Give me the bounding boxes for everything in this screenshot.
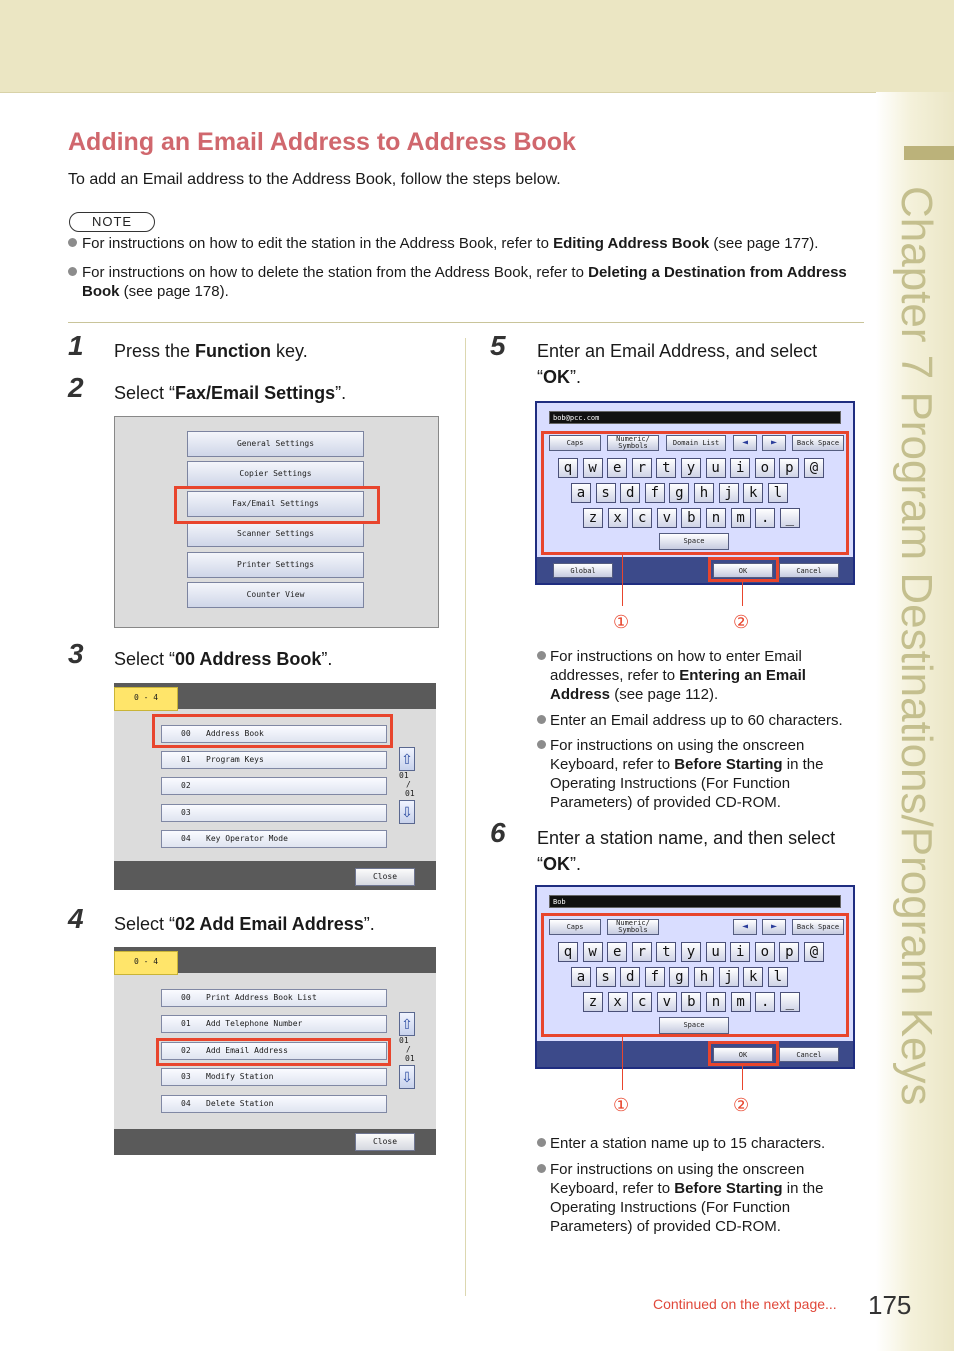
space-key[interactable]: Space xyxy=(659,1017,729,1034)
key-z[interactable]: z xyxy=(583,508,603,528)
email-keyboard-screen xyxy=(535,401,855,585)
menu-button-counter-view[interactable]: Counter View xyxy=(187,582,364,608)
key-s[interactable]: s xyxy=(596,483,616,503)
key-x[interactable]: x xyxy=(608,992,628,1012)
list-item-print-address-book-list[interactable] xyxy=(161,989,387,1007)
key-g[interactable]: g xyxy=(669,967,689,987)
key-b[interactable]: b xyxy=(681,508,701,528)
close-button[interactable]: Close xyxy=(355,1133,415,1151)
space-key[interactable]: Space xyxy=(659,533,729,550)
step-text xyxy=(114,380,346,406)
key-underscore[interactable]: _ xyxy=(780,508,800,528)
page-total: 01 xyxy=(405,1054,415,1063)
step-text-part: key. xyxy=(271,341,308,361)
top-band xyxy=(0,0,954,93)
key-f[interactable]: f xyxy=(645,483,665,503)
key-y[interactable]: y xyxy=(681,458,701,478)
highlight-box xyxy=(541,431,849,555)
page-separator: / xyxy=(406,780,411,789)
bullet-icon xyxy=(537,1138,546,1147)
callout-line xyxy=(742,1064,743,1090)
key-n[interactable]: n xyxy=(706,992,726,1012)
scroll-down-button[interactable] xyxy=(399,800,415,824)
note-ref: Deleting a Destination from Address Book xyxy=(82,264,847,300)
note-text: (see page 178). xyxy=(119,283,229,300)
arrow-down-icon: ⇩ xyxy=(401,1069,413,1085)
cancel-button[interactable]: Cancel xyxy=(779,563,839,578)
key-k[interactable]: k xyxy=(743,483,763,503)
key-c[interactable]: c xyxy=(632,992,652,1012)
list-item-key-operator-mode[interactable] xyxy=(161,830,387,848)
domain-list-key[interactable]: Domain List xyxy=(666,435,726,451)
continued-note: Continued on the next page... xyxy=(653,1296,837,1312)
key-r[interactable]: r xyxy=(632,458,652,478)
bullet-text: Enter an Email address up to 60 characters. xyxy=(550,712,843,729)
step-text-part: Select “ xyxy=(114,914,176,934)
key-period[interactable]: . xyxy=(755,508,775,528)
address-book-screen xyxy=(114,947,436,1155)
highlight-box xyxy=(708,557,779,582)
key-j[interactable]: j xyxy=(719,967,739,987)
arrow-down-icon: ⇩ xyxy=(401,804,413,820)
bullet-text: in the Operating Instructions (For Function Parameters) of provided CD-ROM. xyxy=(550,1180,824,1235)
step-number: 1 xyxy=(68,330,84,361)
fax-email-settings-screen xyxy=(114,683,436,890)
key-d[interactable]: d xyxy=(620,967,640,987)
item-number: 02 xyxy=(181,1046,191,1055)
item-number: 04 xyxy=(181,834,191,843)
key-i[interactable]: i xyxy=(730,942,750,962)
key-period[interactable]: . xyxy=(755,992,775,1012)
step-text-part: Enter a station name, and then select “ xyxy=(537,828,836,874)
note-text: For instructions on how to delete the station from the Address Book, refer to xyxy=(82,264,589,281)
list-item-delete-station[interactable] xyxy=(161,1095,387,1113)
key-w[interactable]: w xyxy=(583,942,603,962)
item-number: 00 xyxy=(181,993,191,1002)
item-label: Print Address Book List xyxy=(206,993,317,1002)
cancel-button[interactable]: Cancel xyxy=(779,1047,839,1062)
menu-button-printer-settings[interactable]: Printer Settings xyxy=(187,552,364,578)
close-button[interactable]: Close xyxy=(355,868,415,886)
backspace-key[interactable]: Back Space xyxy=(792,435,844,451)
bullet-ref: Before Starting xyxy=(674,1180,783,1197)
function-menu-screen xyxy=(114,416,439,628)
callout-2: ② xyxy=(733,1095,750,1115)
bullet-icon xyxy=(537,740,546,749)
list-item[interactable] xyxy=(161,777,387,795)
bullet-text: in the Operating Instructions (For Function Parameters) of provided CD-ROM. xyxy=(550,756,824,811)
note-item xyxy=(68,263,862,301)
highlight-box xyxy=(152,714,393,748)
arrow-up-icon: ⇧ xyxy=(401,751,413,767)
page-separator: / xyxy=(406,1045,411,1054)
key-o[interactable]: o xyxy=(755,458,775,478)
note-text: For instructions on how to edit the station in the Address Book, refer to xyxy=(82,235,554,252)
bullet-item xyxy=(537,711,880,730)
highlight-box xyxy=(174,486,380,524)
step-text-part: ”. xyxy=(321,649,333,669)
key-f[interactable]: f xyxy=(645,967,665,987)
bullet-item xyxy=(537,1160,855,1236)
chapter-tab-marker xyxy=(904,146,954,160)
list-item-modify-station[interactable] xyxy=(161,1068,387,1086)
column-divider xyxy=(465,338,466,1296)
list-item-program-keys[interactable] xyxy=(161,751,387,769)
list-item[interactable] xyxy=(161,804,387,822)
key-at[interactable]: @ xyxy=(804,942,824,962)
bullet-item xyxy=(537,736,855,812)
item-label: Address Book xyxy=(206,729,264,738)
key-s[interactable]: s xyxy=(596,967,616,987)
note-ref: Editing Address Book xyxy=(553,235,710,252)
key-m[interactable]: m xyxy=(731,992,751,1012)
key-e[interactable]: e xyxy=(607,942,627,962)
step-number: 4 xyxy=(68,903,84,934)
key-g[interactable]: g xyxy=(669,483,689,503)
key-q[interactable]: q xyxy=(558,458,578,478)
key-t[interactable]: t xyxy=(656,458,676,478)
bullet-ref: Before Starting xyxy=(674,756,783,773)
page-number: 175 xyxy=(868,1290,912,1320)
key-e[interactable]: e xyxy=(607,458,627,478)
step-key: 02 Add Email Address xyxy=(175,914,364,934)
cursor-left-key[interactable]: ◄ xyxy=(733,919,757,935)
key-at[interactable]: @ xyxy=(804,458,824,478)
step-text-part: ”. xyxy=(335,383,347,403)
step-text-part: Press the xyxy=(114,341,196,361)
item-number: 03 xyxy=(181,1072,191,1081)
list-item-add-telephone-number[interactable] xyxy=(161,1015,387,1033)
bullet-text: For instructions on how to enter Email addresses, refer to xyxy=(550,648,802,684)
key-underscore[interactable]: _ xyxy=(780,992,800,1012)
cursor-right-key[interactable]: ► xyxy=(762,919,786,935)
bullet-item xyxy=(537,1134,880,1153)
key-p[interactable]: p xyxy=(779,942,799,962)
key-j[interactable]: j xyxy=(719,483,739,503)
bullet-text: For instructions on using the onscreen Keyboard, refer to xyxy=(550,737,805,773)
key-q[interactable]: q xyxy=(558,942,578,962)
callout-1: ① xyxy=(613,1095,630,1115)
caps-key[interactable]: Caps xyxy=(549,435,601,451)
step-text-part: ”. xyxy=(570,367,581,387)
scroll-up-button[interactable] xyxy=(399,747,415,771)
key-l[interactable]: l xyxy=(768,483,788,503)
bullet-item xyxy=(537,647,850,704)
key-z[interactable]: z xyxy=(583,992,603,1012)
key-u[interactable]: u xyxy=(706,942,726,962)
step-number: 6 xyxy=(490,817,506,848)
index-tab[interactable]: 0 - 4 xyxy=(114,687,178,711)
key-p[interactable]: p xyxy=(779,458,799,478)
key-b[interactable]: b xyxy=(681,992,701,1012)
step-number: 3 xyxy=(68,638,84,669)
arrow-up-icon: ⇧ xyxy=(401,1016,413,1032)
step-key: Fax/Email Settings xyxy=(175,383,336,403)
key-h[interactable]: h xyxy=(694,483,714,503)
item-label: Delete Station xyxy=(206,1099,274,1108)
menu-button-scanner-settings[interactable]: Scanner Settings xyxy=(187,521,364,547)
item-label: Program Keys xyxy=(206,755,264,764)
key-u[interactable]: u xyxy=(706,458,726,478)
step-text-part: Select “ xyxy=(114,649,176,669)
step-key: OK xyxy=(543,854,570,874)
step-text xyxy=(114,911,375,937)
key-label: Numeric/ xyxy=(616,435,650,443)
highlight-box xyxy=(156,1038,391,1066)
bullet-text: Enter a station name up to 15 characters. xyxy=(550,1135,826,1152)
step-key: 00 Address Book xyxy=(175,649,322,669)
note-text: (see page 177). xyxy=(709,235,819,252)
ok-button[interactable]: OK xyxy=(713,1047,773,1062)
bullet-icon xyxy=(537,651,546,660)
note-item xyxy=(68,234,882,253)
item-label: Add Email Address xyxy=(206,1046,288,1055)
menu-button-copier-settings[interactable]: Copier Settings xyxy=(187,461,364,487)
step-number: 2 xyxy=(68,372,84,403)
bullet-icon xyxy=(68,238,77,247)
page-total: 01 xyxy=(405,789,415,798)
cursor-right-key[interactable]: ► xyxy=(762,435,786,451)
key-o[interactable]: o xyxy=(755,942,775,962)
item-number: 02 xyxy=(181,781,191,790)
key-t[interactable]: t xyxy=(656,942,676,962)
step-text xyxy=(114,646,332,672)
key-l[interactable]: l xyxy=(768,967,788,987)
scroll-up-button[interactable] xyxy=(399,1012,415,1036)
key-w[interactable]: w xyxy=(583,458,603,478)
key-v[interactable]: v xyxy=(657,992,677,1012)
step-text-part: ”. xyxy=(363,914,375,934)
key-label: Symbols xyxy=(618,442,648,450)
caps-key[interactable]: Caps xyxy=(549,919,601,935)
chapter-label: Chapter 7 Program Destinations/Program Keys xyxy=(892,186,941,1106)
ok-button[interactable]: OK xyxy=(713,563,773,578)
item-label: Modify Station xyxy=(206,1072,274,1081)
page-current: 01 xyxy=(399,1036,409,1045)
scroll-down-button[interactable] xyxy=(399,1065,415,1089)
backspace-key[interactable]: Back Space xyxy=(792,919,844,935)
key-y[interactable]: y xyxy=(681,942,701,962)
bullet-icon xyxy=(537,715,546,724)
item-number: 04 xyxy=(181,1099,191,1108)
email-input[interactable]: bob@pcc.com xyxy=(549,411,841,424)
key-a[interactable]: a xyxy=(571,967,591,987)
step-text-part: Select “ xyxy=(114,383,176,403)
step-number: 5 xyxy=(490,330,506,361)
item-number: 00 xyxy=(181,729,191,738)
station-keyboard-screen xyxy=(535,885,855,1069)
key-x[interactable]: x xyxy=(608,508,628,528)
bullet-icon xyxy=(68,267,77,276)
step-text xyxy=(537,825,867,877)
step-key: OK xyxy=(543,367,570,387)
key-a[interactable]: a xyxy=(571,483,591,503)
highlight-box xyxy=(708,1041,779,1066)
key-label: Symbols xyxy=(618,926,648,934)
callout-line xyxy=(622,1035,623,1090)
menu-button-general-settings[interactable]: General Settings xyxy=(187,431,364,457)
key-v[interactable]: v xyxy=(657,508,677,528)
step-text xyxy=(537,338,857,390)
index-tab[interactable]: 0 - 4 xyxy=(114,951,178,975)
callout-line xyxy=(622,553,623,606)
section-title: Adding an Email Address to Address Book xyxy=(68,128,576,156)
global-button[interactable]: Global xyxy=(553,563,613,578)
key-m[interactable]: m xyxy=(731,508,751,528)
bullet-text: (see page 112). xyxy=(610,686,719,703)
bullet-icon xyxy=(537,1164,546,1173)
menu-button-fax-email-settings[interactable]: Fax/Email Settings xyxy=(187,491,364,517)
key-c[interactable]: c xyxy=(632,508,652,528)
callout-2: ② xyxy=(733,612,750,632)
intro-text: To add an Email address to the Address Book, follow the steps below. xyxy=(68,171,561,188)
key-i[interactable]: i xyxy=(730,458,750,478)
key-k[interactable]: k xyxy=(743,967,763,987)
item-number: 03 xyxy=(181,808,191,817)
key-h[interactable]: h xyxy=(694,967,714,987)
callout-line xyxy=(742,581,743,606)
key-r[interactable]: r xyxy=(632,942,652,962)
key-n[interactable]: n xyxy=(706,508,726,528)
item-label: Key Operator Mode xyxy=(206,834,288,843)
key-label: Numeric/ xyxy=(616,919,650,927)
bullet-text: For instructions on using the onscreen Keyboard, refer to xyxy=(550,1161,805,1197)
item-label: Add Telephone Number xyxy=(206,1019,303,1028)
note-badge: NOTE xyxy=(69,212,155,232)
item-number: 01 xyxy=(181,1019,191,1028)
bullet-ref: Entering an Email Address xyxy=(550,667,806,703)
step-text-part: ”. xyxy=(570,854,581,874)
step-text xyxy=(114,338,308,364)
highlight-box xyxy=(541,913,849,1037)
step-key: Function xyxy=(195,341,272,361)
station-name-input[interactable]: Bob xyxy=(549,895,841,908)
page-current: 01 xyxy=(399,771,409,780)
callout-1: ① xyxy=(613,612,630,632)
key-d[interactable]: d xyxy=(620,483,640,503)
item-number: 01 xyxy=(181,755,191,764)
step-text-part: Enter an Email Address, and select “ xyxy=(537,341,818,387)
cursor-left-key[interactable]: ◄ xyxy=(733,435,757,451)
section-divider xyxy=(68,322,864,323)
